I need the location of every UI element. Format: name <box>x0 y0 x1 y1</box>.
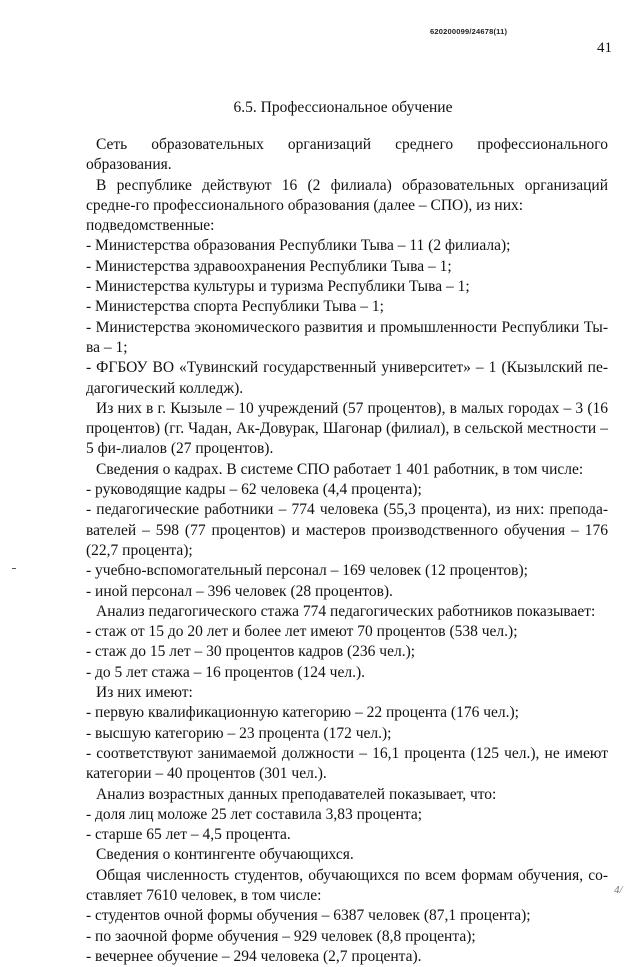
list-item: - ФГБОУ ВО «Тувинский государственный университет» – 1 (Кызылский пе-дагогический колледж). <box>86 359 608 397</box>
list-item: - старше 65 лет – 4,5 процента. <box>86 826 291 844</box>
document-id-stamp: 620200099/24678(11) <box>430 27 508 36</box>
list-intro-categories: Из них имеют: <box>96 684 193 702</box>
paragraph-age-analysis: Анализ возрастных данных преподавателей показывает, что: <box>96 785 497 803</box>
list-item: - Министерства спорта Республики Тыва – 1; <box>86 298 384 316</box>
page-number: 41 <box>597 40 612 56</box>
list-item: - соответствуют занимаемой должности – 16,1 процента (125 чел.), не имеют категории – 40 процентов (301 чел.). <box>86 744 608 783</box>
scan-margin-mark <box>12 568 16 569</box>
paragraph-experience-analysis: Анализ педагогического стажа 774 педагогических работников показывает: <box>96 602 596 620</box>
document-body <box>86 135 608 967</box>
paragraph-locations: Из них в г. Кызыле – 10 учреждений (57 процентов), в малых городах – 3 (16 процентов) (гг. Чадан, Ак-Довурак, Шагонар (филиал), в сельской местности – 5 фи-лиалов (27 процентов). <box>86 399 608 458</box>
list-item: - первую квалификационную категорию – 22 процента (176 чел.); <box>86 704 519 722</box>
paragraph-contingent-heading: Сведения о контингенте обучающихся. <box>96 846 354 864</box>
list-item: - учебно-вспомогательный персонал – 169 человек (12 процентов); <box>86 562 528 580</box>
paragraph-staff-heading: Сведения о кадрах. В системе СПО работает 1 401 работник, в том числе: <box>96 460 584 478</box>
list-item: - иной персонал – 396 человек (28 процентов). <box>86 582 393 600</box>
list-item: - вечернее обучение – 294 человека (2,7 процента). <box>86 947 422 965</box>
list-item: - стаж до 15 лет – 30 процентов кадров (236 чел.); <box>86 643 416 661</box>
section-title: 6.5. Профессиональное обучение <box>233 99 453 116</box>
list-item: - Министерства образования Республики Тыва – 11 (2 филиала); <box>86 237 511 255</box>
list-item: - Министерства культуры и туризма Республики Тыва – 1; <box>86 278 470 296</box>
list-item: - высшую категорию – 23 процента (172 чел.); <box>86 724 392 742</box>
list-item: - по заочной форме обучения – 929 человек (8,8 процента); <box>86 927 476 945</box>
paragraph-network-heading: Сеть образовательных организаций среднего профессионального образования. <box>86 136 608 174</box>
list-item: - Министерства экономического развития и промышленности Республики Ты-ва – 1; <box>86 318 608 356</box>
list-item: - студентов очной формы обучения – 6387 человек (87,1 процента); <box>86 907 531 925</box>
list-intro-subordinate: подведомственные: <box>86 217 215 235</box>
list-item: - доля лиц моложе 25 лет составила 3,83 процента; <box>86 805 423 823</box>
list-item: - руководящие кадры – 62 человека (4,4 процента); <box>86 481 422 499</box>
paragraph-organizations-count: В республике действуют 16 (2 филиала) образовательных организаций средне-го профессионального образования (далее – СПО), из них: <box>86 176 608 214</box>
list-item: - педагогические работники – 774 человека (55,3 процента), из них: препода-вателей – 598 (77 процентов) и мастеров производственного обучения – 176 (22,7 процента); <box>86 501 608 559</box>
list-item: - Министерства здравоохранения Республики Тыва – 1; <box>86 257 452 275</box>
paragraph-student-total: Общая численность студентов, обучающихся по всем формам обучения, со-ставляет 7610 человек, в том числе: <box>86 866 608 904</box>
list-item: - стаж от 15 до 20 лет и более лет имеют 70 процентов (538 чел.); <box>86 623 518 641</box>
list-item: - до 5 лет стажа – 16 процентов (124 чел.). <box>86 663 366 681</box>
handwritten-corner-mark: 4/ <box>614 884 623 896</box>
